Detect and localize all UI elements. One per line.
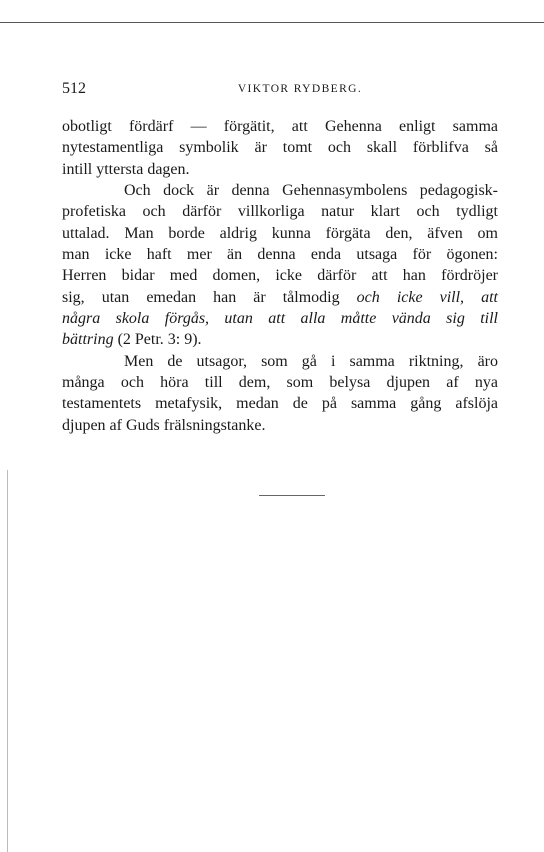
- running-head: [62, 80, 498, 98]
- text-line-content: Men de utsagor, som gå i samma riktning, äro: [124, 352, 498, 370]
- text-line: många och höra till dem, som belysa djupen af nya: [62, 374, 498, 392]
- text-italic: bättring: [62, 331, 114, 349]
- text-line-italic: några skola förgås, utan att alla måtte vända sig till: [62, 310, 498, 328]
- text-line: intill yttersta dagen.: [62, 160, 190, 178]
- page-number: 512: [62, 80, 86, 97]
- text-line: [62, 287, 498, 308]
- paragraph-1: [62, 116, 498, 180]
- running-title: VIKTOR RYDBERG.: [237, 83, 363, 95]
- text-line: uttalad. Man borde aldrig kunna förgäta den, äfven om: [62, 224, 498, 242]
- text-line: nytestamentliga symbolik är tomt och skall förblifva så: [62, 139, 498, 157]
- body-text: [62, 116, 498, 436]
- text-line: man icke haft mer än denna enda utsaga för ögonen:: [62, 246, 498, 264]
- text-plain: sig, utan emedan han är tålmodig: [62, 288, 340, 306]
- text-line: profetiska och därför villkorliga natur klart och tydligt: [62, 203, 498, 221]
- paragraph-2: [62, 180, 498, 351]
- text-italic: och icke vill, att: [356, 288, 498, 306]
- text-line: [62, 351, 498, 372]
- text-line-content: Och dock är denna Gehennasymbolens pedagogisk-: [124, 182, 498, 200]
- text-line: Herren bidar med domen, icke därför att han fördröjer: [62, 267, 498, 285]
- text-line: obotligt fördärf — förgätit, att Gehenna enligt samma: [62, 118, 498, 135]
- text-line: [62, 329, 498, 350]
- top-rule: [0, 22, 544, 23]
- section-end-rule: [259, 495, 325, 496]
- text-plain: (2 Petr. 3: 9).: [117, 331, 202, 349]
- text-line: djupen af Guds frälsningstanke.: [62, 416, 266, 434]
- margin-rule: [7, 470, 8, 852]
- text-line: testamentets metafysik, medan de på samma gång afslöja: [62, 395, 498, 413]
- paragraph-3: [62, 351, 498, 436]
- text-line: [62, 180, 498, 201]
